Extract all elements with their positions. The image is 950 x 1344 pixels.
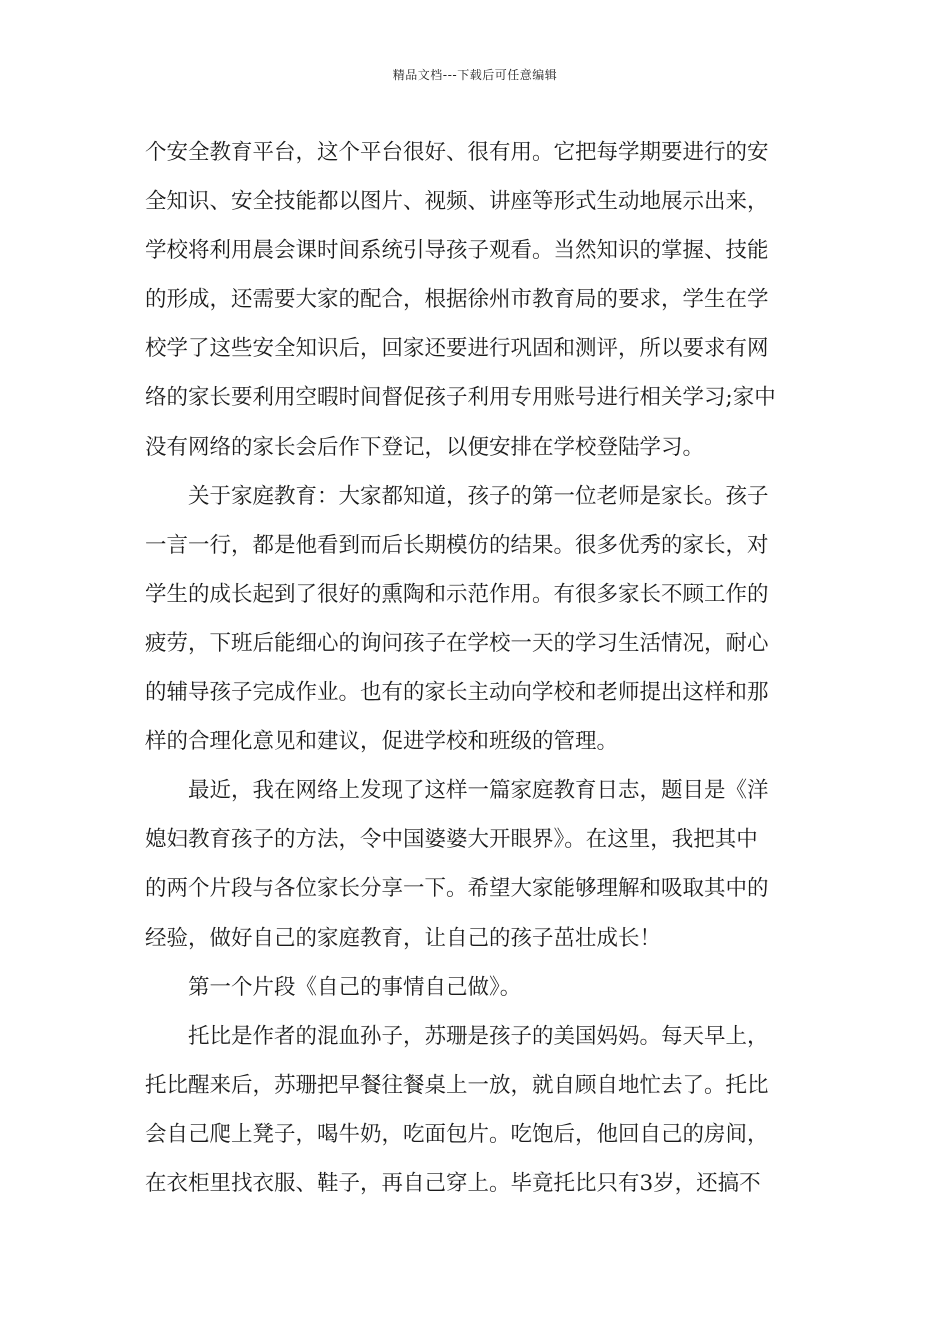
paragraph-2 (145, 472, 807, 767)
text-line: 托比是作者的混血孙子，苏珊是孩子的美国妈妈。每天早上， (188, 1023, 769, 1049)
text-line: 学校将利用晨会课时间系统引导孩子观看。当然知识的掌握、技能 (145, 238, 769, 264)
paragraph-4 (145, 963, 807, 1012)
text-line: 会自己爬上凳子，喝牛奶，吃面包片。吃饱后，他回自己的房间， (145, 1121, 769, 1147)
text-line: 的两个片段与各位家长分享一下。希望大家能够理解和吸取其中的 (145, 876, 769, 902)
text-line: 校学了这些安全知识后，回家还要进行巩固和测评，所以要求有网 (145, 336, 769, 362)
text-line: 个安全教育平台，这个平台很好、很有用。它把每学期要进行的安 (145, 140, 769, 165)
paragraph-5 (145, 1012, 807, 1208)
text-line: 的辅导孩子完成作业。也有的家长主动向学校和老师提出这样和那 (145, 680, 769, 706)
page-header: 精品文档---下载后可任意编辑 (392, 68, 558, 82)
text-line: 一言一行，都是他看到而后长期模仿的结果。很多优秀的家长，对 (145, 532, 769, 558)
text-line: 在衣柜里找衣服、鞋子，再自己穿上。毕竟托比只有3岁，还搞不 (145, 1170, 761, 1196)
text-line: 样的合理化意见和建议，促进学校和班级的管理。 (145, 729, 619, 755)
text-line: 没有网络的家长会后作下登记，以便安排在学校登陆学习。 (145, 434, 705, 460)
text-line: 最近，我在网络上发现了这样一篇家庭教育日志，题目是《洋 (188, 778, 769, 804)
text-line: 托比醒来后，苏珊把早餐往餐桌上一放，就自顾自地忙去了。托比 (145, 1072, 769, 1098)
document-body (145, 128, 807, 1208)
text-line: 媳妇教育孩子的方法，令中国婆婆大开眼界》。在这里，我把其中 (145, 827, 758, 853)
text-line: 经验，做好自己的家庭教育，让自己的孩子茁壮成长！ (145, 925, 662, 951)
text-line: 的形成，还需要大家的配合，根据徐州市教育局的要求，学生在学 (145, 287, 769, 313)
paragraph-1 (145, 128, 807, 472)
text-line: 络的家长要利用空暇时间督促孩子利用专用账号进行相关学习;家中 (145, 385, 776, 411)
text-line: 关于家庭教育：大家都知道，孩子的第一位老师是家长。孩子 (188, 483, 769, 509)
text-line: 全知识、安全技能都以图片、视频、讲座等形式生动地展示出来， (145, 189, 769, 215)
paragraph-3 (145, 766, 807, 962)
text-line: 疲劳，下班后能细心的询问孩子在学校一天的学习生活情况，耐心 (145, 630, 769, 656)
text-line: 第一个片段《自己的事情自己做》。 (188, 974, 522, 1000)
text-line: 学生的成长起到了很好的熏陶和示范作用。有很多家长不顾工作的 (145, 581, 769, 607)
